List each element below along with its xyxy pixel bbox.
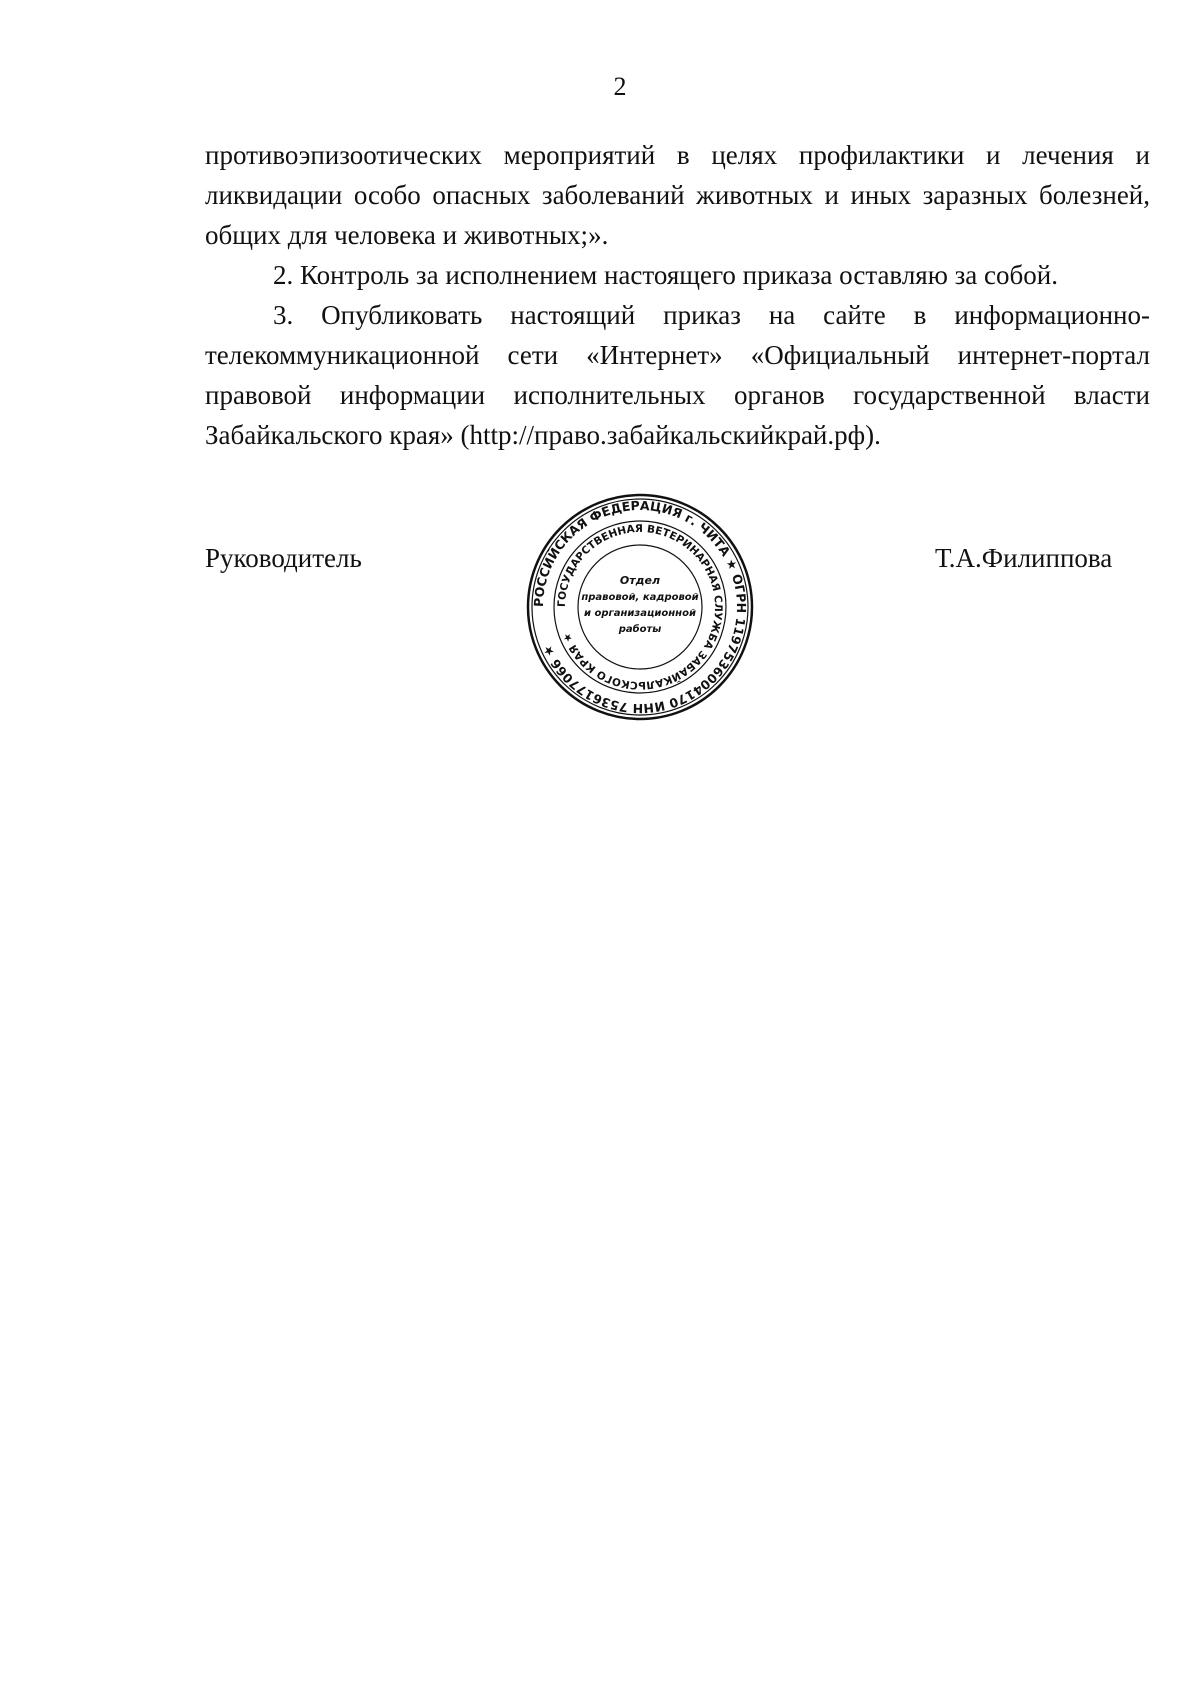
stamp-center-line-1: Отдел — [619, 574, 661, 587]
page-number: 2 — [613, 72, 627, 101]
stamp-outer-ring-text: РОССИЙСКАЯ ФЕДЕРАЦИЯ г. ЧИТА ★ ОГРН 1197536004170 ИНН 7536177066 ★ — [530, 497, 750, 717]
svg-text:ГОСУДАРСТВЕННАЯ ВЕТЕРИНАРНАЯ С — [556, 523, 724, 691]
signature-name: Т.А.Филиппова — [935, 543, 1113, 573]
official-stamp — [525, 492, 755, 722]
stamp-center-line-2: правовой, кадровой — [581, 592, 699, 603]
paragraph-item-3: 3. Опубликовать настоящий приказ на сайте в информационно-телекоммуникационной сети «Интернет» «Официальный интернет-портал правовой информации исполнительных органов государственной власти Забайкальского края» (http://право.забайкальскийкрай.рф). — [205, 300, 1150, 450]
document-body — [205, 135, 1150, 455]
stamp-inner-ring-text: ГОСУДАРСТВЕННАЯ ВЕТЕРИНАРНАЯ СЛУЖБА ЗАБАЙКАЛЬСКОГО КРАЯ ★ — [555, 522, 725, 692]
paragraph-continuation: противоэпизоотических мероприятий в целях профилактики и лечения и ликвидации особо опасных заболеваний животных и иных заразных болезней, общих для человека и животных;». — [205, 140, 1150, 250]
signature-position-title: Руководитель — [205, 543, 362, 573]
stamp-center-line-3: и организационной — [584, 608, 696, 619]
stamp-center-line-4: работы — [618, 624, 662, 635]
paragraph-item-2: 2. Контроль за исполнением настоящего приказа оставляю за собой. — [273, 260, 1058, 290]
